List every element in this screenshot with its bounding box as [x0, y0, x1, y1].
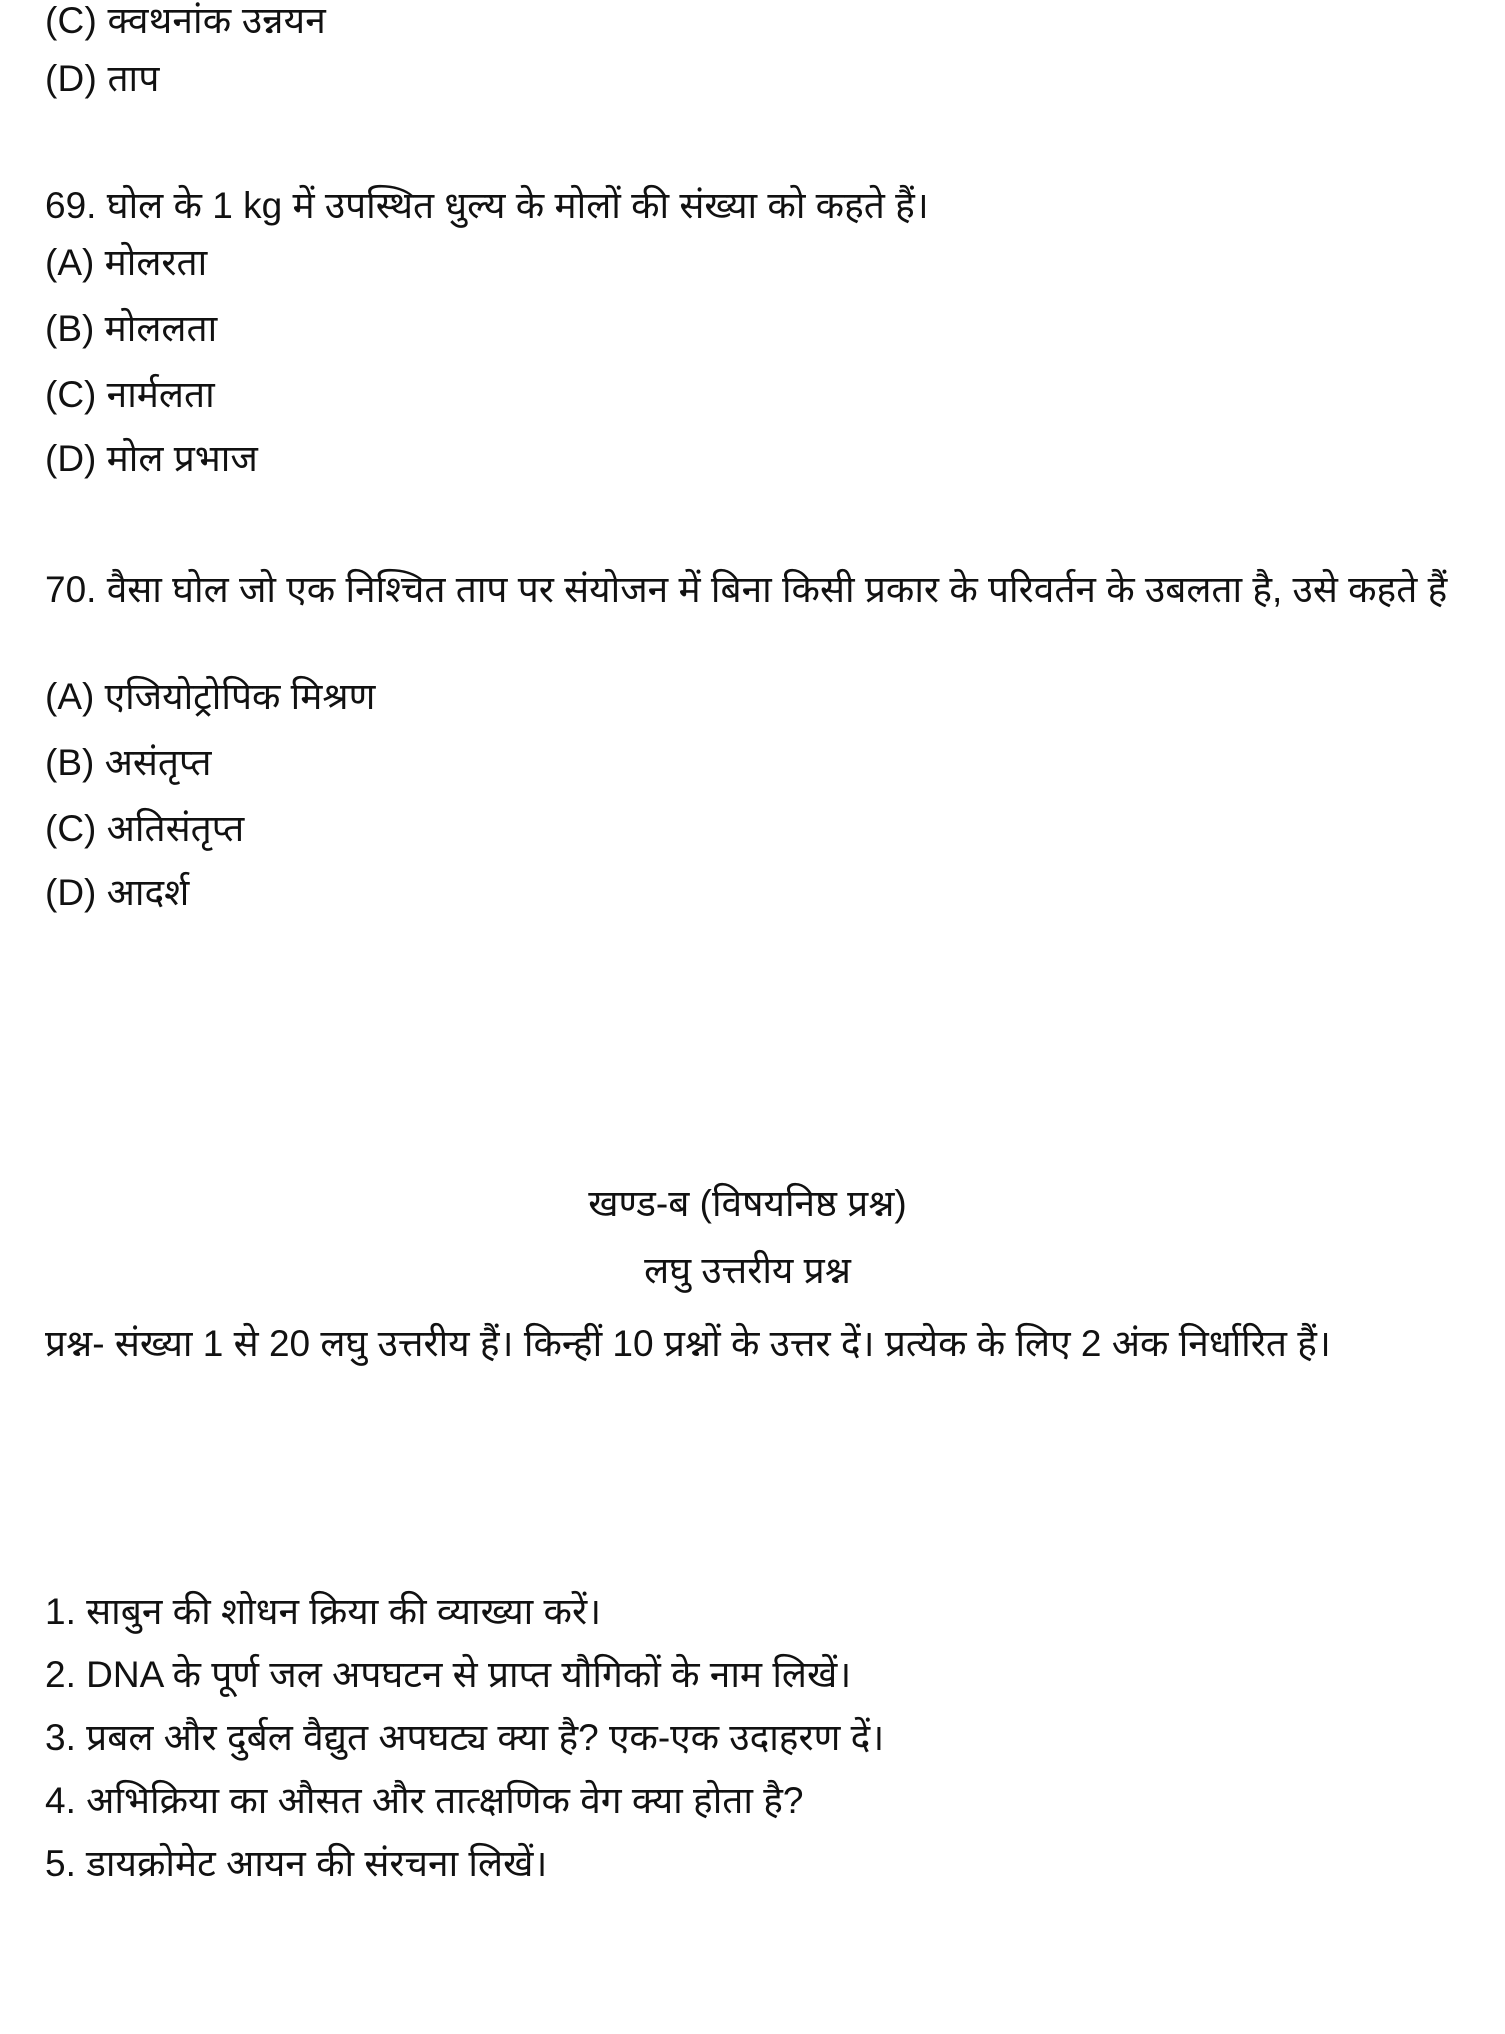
option-label: (D) — [45, 872, 97, 913]
option-label: (C) — [45, 0, 97, 41]
option-label: (B) — [45, 308, 95, 349]
option-text: असंतृप्त — [104, 742, 212, 783]
section-heading: खण्ड-ब (विषयनिष्ठ प्रश्न) — [588, 1183, 907, 1224]
short-question-item: 3. प्रबल और दुर्बल वैद्युत अपघट्य क्या है? एक-एक उदाहरण दें। — [45, 1717, 885, 1758]
option-row — [45, 60, 160, 97]
option-text: आदर्श — [106, 872, 190, 913]
option-label: (C) — [45, 374, 97, 415]
option-text: ताप — [107, 58, 160, 99]
option-text: अतिसंतृप्त — [106, 808, 245, 849]
option-label: (D) — [45, 438, 97, 479]
option-label: (A) — [45, 676, 95, 717]
option-text: क्वथनांक उन्नयन — [107, 0, 327, 41]
section-instruction: प्रश्न- संख्या 1 से 20 लघु उत्तरीय हैं। किन्हीं 10 प्रश्नों के उत्तर दें। प्रत्येक के लिए 2 अंक निर्धारित हैं। — [45, 1323, 1331, 1364]
option-label: (A) — [45, 242, 95, 283]
question-text: 69. घोल के 1 kg में उपस्थित धुल्य के मोलों की संख्या को कहते हैं। — [45, 185, 929, 226]
option-row — [45, 244, 207, 281]
short-question-item: 2. DNA के पूर्ण जल अपघटन से प्राप्त यौगिकों के नाम लिखें। — [45, 1654, 852, 1695]
option-text: नार्मलता — [106, 374, 215, 415]
question-block-69 — [45, 182, 1450, 479]
option-row — [45, 440, 258, 477]
option-row — [45, 310, 217, 347]
option-row — [45, 2, 326, 39]
question-text: 70. वैसा घोल जो एक निश्चित ताप पर संयोजन में बिना किसी प्रकार के परिवर्तन के उबलता है, उसे कहते हैं — [45, 569, 1448, 610]
option-row — [45, 678, 375, 715]
option-row — [45, 810, 244, 847]
option-row — [45, 744, 211, 781]
option-row — [45, 376, 215, 413]
option-text: मोलरता — [104, 242, 208, 283]
question-block-70 — [45, 566, 1450, 913]
short-question-item: 5. डायक्रोमेट आयन की संरचना लिखें। — [45, 1843, 548, 1884]
option-label: (C) — [45, 808, 97, 849]
section-subheading: लघु उत्तरीय प्रश्न — [644, 1250, 851, 1291]
short-question-item: 1. साबुन की शोधन क्रिया की व्याख्या करें। — [45, 1591, 602, 1632]
short-question-list — [45, 1593, 1450, 1908]
option-label: (D) — [45, 58, 97, 99]
option-text: मोललता — [104, 308, 218, 349]
option-text: एजियोट्रोपिक मिश्रण — [104, 676, 376, 717]
option-label: (B) — [45, 742, 95, 783]
option-text: मोल प्रभाज — [106, 438, 258, 479]
option-row — [45, 874, 189, 911]
short-question-item: 4. अभिक्रिया का औसत और तात्क्षणिक वेग क्या होता है? — [45, 1780, 804, 1821]
